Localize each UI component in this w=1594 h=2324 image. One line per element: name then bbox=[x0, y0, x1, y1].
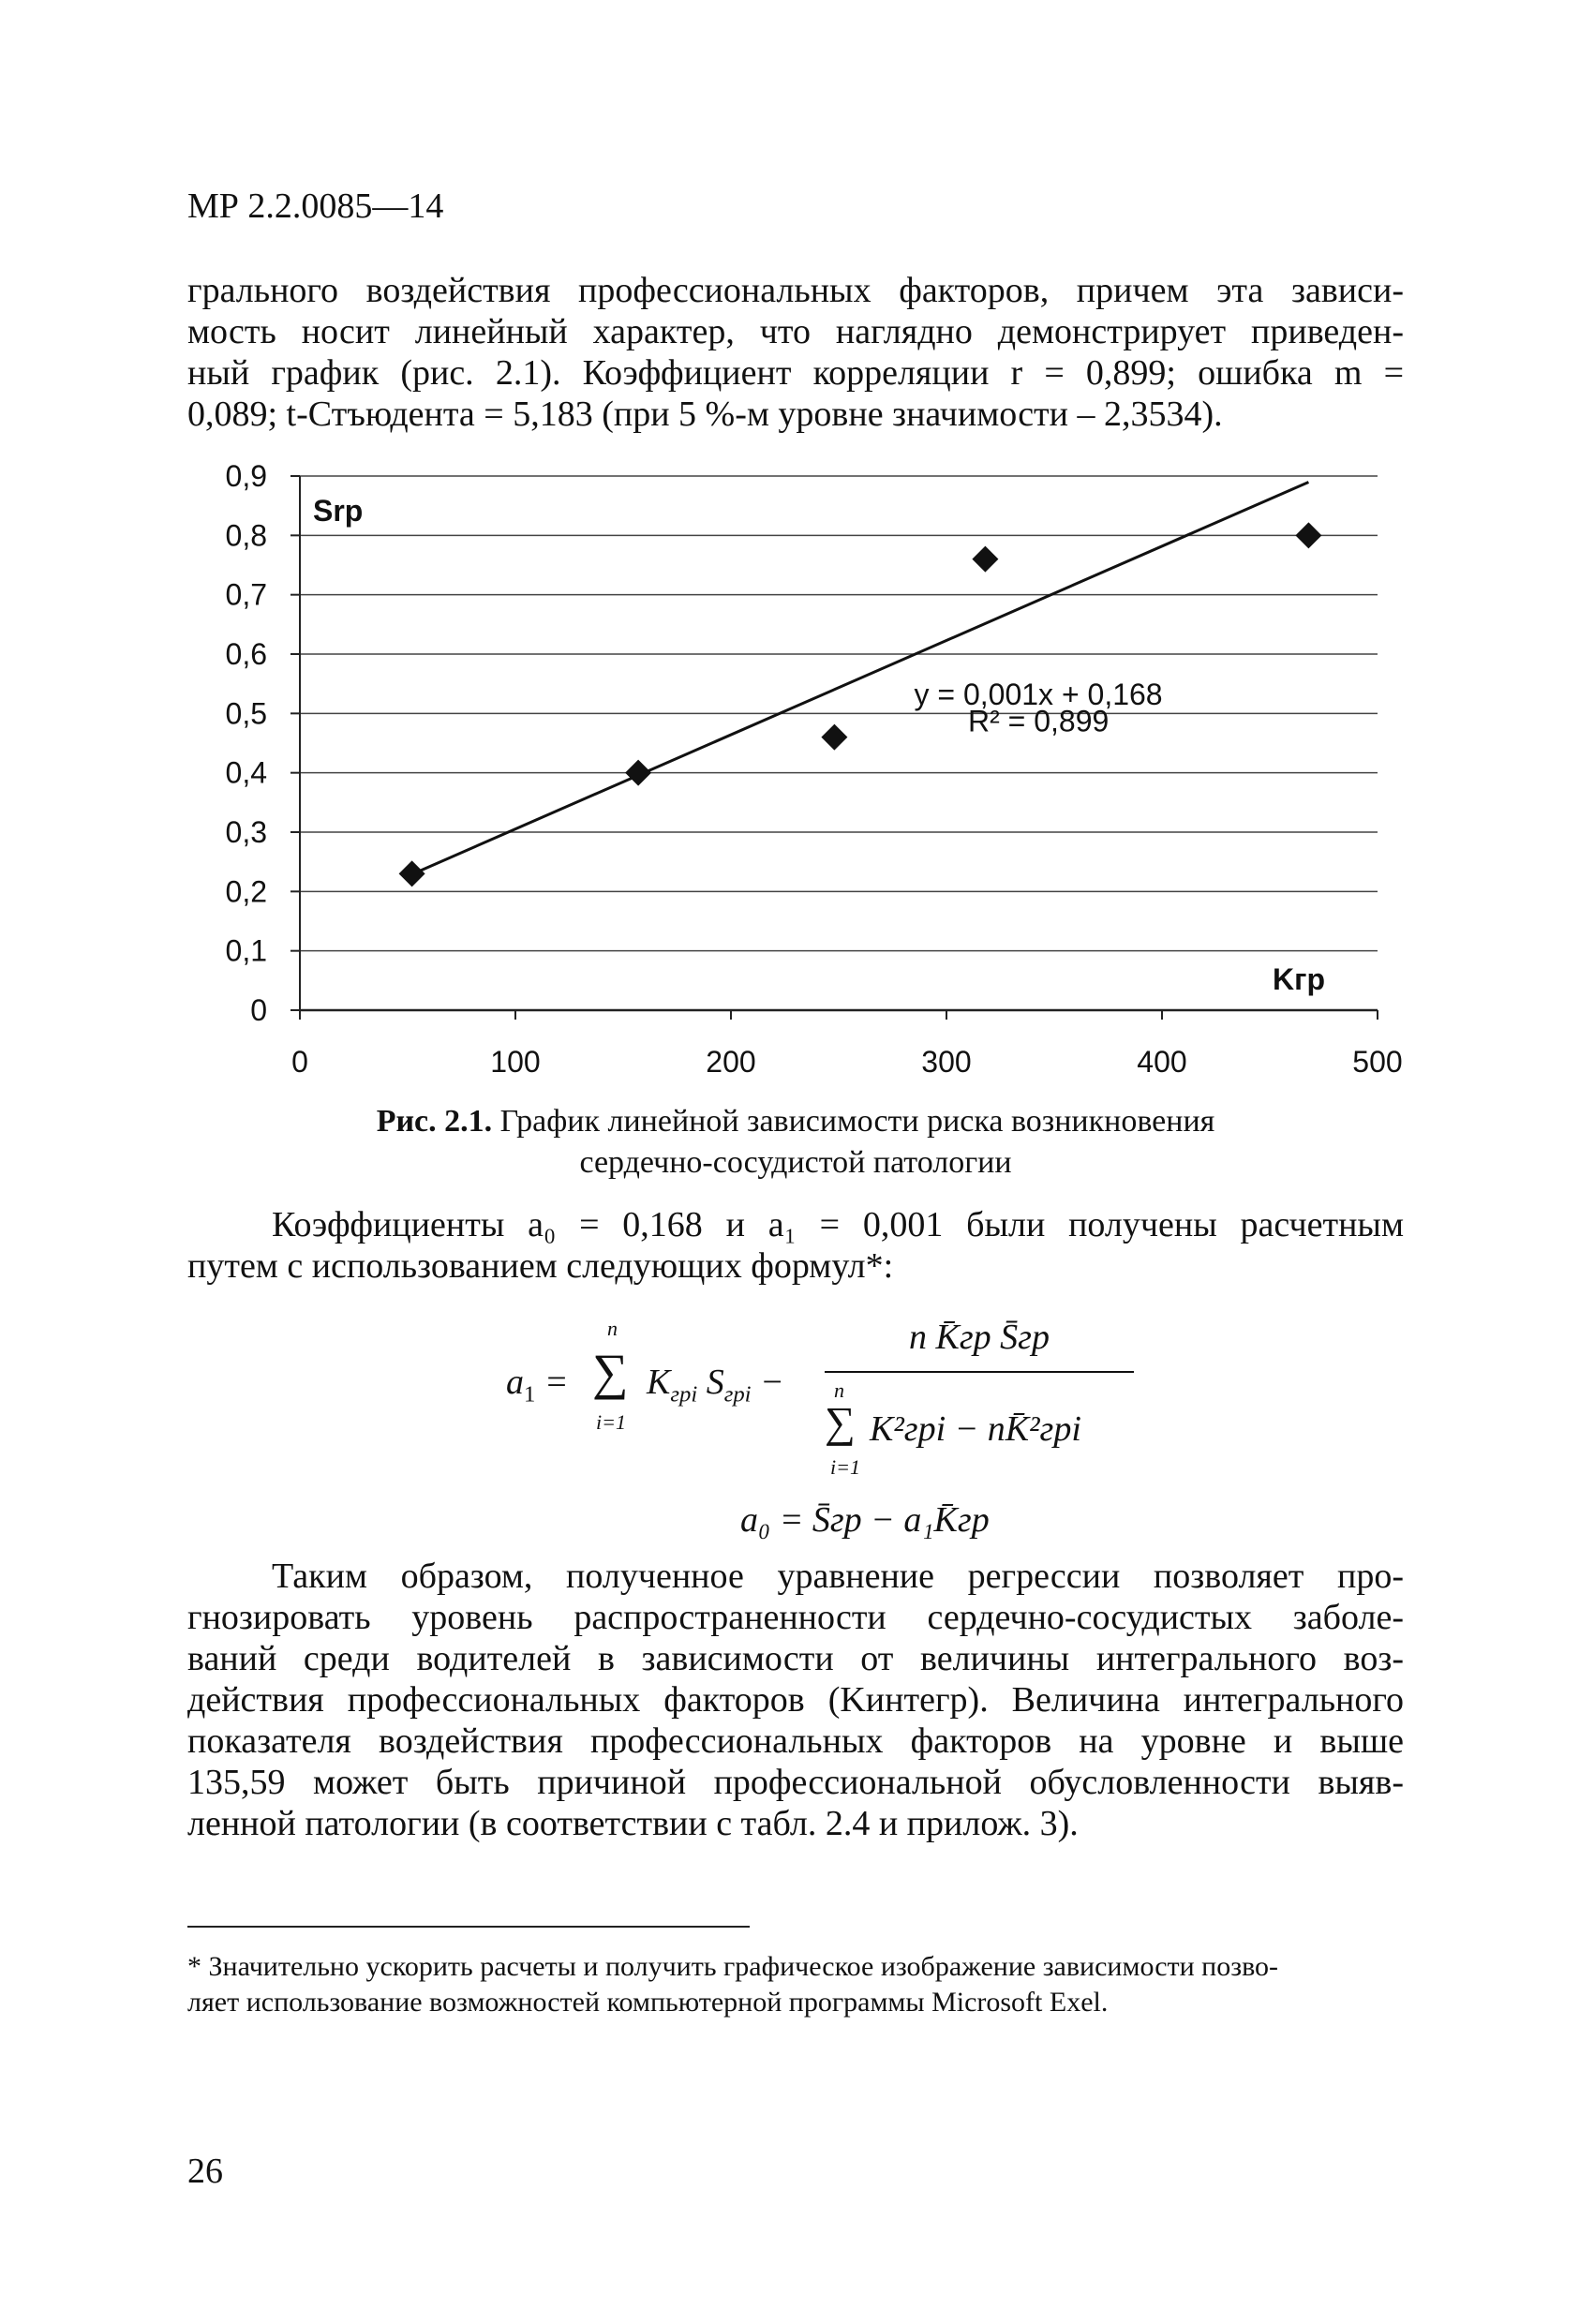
paragraph-coefficients bbox=[187, 1204, 1404, 1287]
y-tick-label: 0,1 bbox=[225, 933, 267, 968]
y-axis-label: Srp bbox=[313, 494, 364, 528]
paragraph-line: Таким образом, полученное уравнение регрессии позволяет про- bbox=[272, 1557, 1404, 1596]
footnote bbox=[187, 1949, 1404, 2020]
footnote-line: * Значительно ускорить расчеты и получить графическое изображение зависимости позво- bbox=[187, 1951, 1279, 1982]
formula-a1: $a_1$ = n ∑ i=1 $K_{грi}$ $S_{грi}$ − n K̄гр S̄гр n ∑ i=1 K²грi − nK̄²грi bbox=[506, 1317, 1162, 1495]
fraction-numerator: n K̄гр S̄гр bbox=[909, 1318, 1050, 1357]
x-tick-label: 300 bbox=[921, 1045, 972, 1079]
sum-upper-limit: n bbox=[607, 1317, 618, 1340]
paragraph-line: показателя воздействия профессиональных факторов на уровне и выше bbox=[187, 1721, 1404, 1761]
sum-upper-limit: n bbox=[834, 1378, 844, 1402]
page-number: 26 bbox=[187, 2152, 223, 2191]
data-point-diamond bbox=[399, 860, 425, 886]
footnote-divider bbox=[187, 1926, 750, 1928]
paragraph-line: ваний среди водителей в зависимости от величины интегрального воз- bbox=[187, 1639, 1404, 1678]
x-axis-label: Kгр bbox=[1273, 962, 1325, 996]
figure-caption bbox=[187, 1101, 1404, 1184]
caption-label: Рис. 2.1. bbox=[376, 1104, 493, 1139]
y-tick-label: 0,6 bbox=[225, 637, 267, 671]
x-tick-label: 0 bbox=[291, 1045, 308, 1079]
data-point-diamond bbox=[821, 724, 847, 751]
paragraph-line: 135,59 может быть причиной профессиональной обусловленности выяв- bbox=[187, 1763, 1404, 1802]
y-tick-label: 0,3 bbox=[225, 815, 267, 849]
y-tick-label: 0,2 bbox=[225, 874, 267, 909]
x-tick-label: 200 bbox=[706, 1045, 756, 1079]
y-tick-label: 0,4 bbox=[225, 755, 267, 790]
paragraph-line: мость носит линейный характер, что наглядно демонстрирует приведен- bbox=[187, 312, 1404, 351]
fraction-denominator: K²грi − nK̄²грi bbox=[870, 1409, 1081, 1449]
x-tick-label: 100 bbox=[490, 1045, 541, 1079]
paragraph-line: Коэффициенты a₀ = 0,168 и a₁ = 0,001 были получены расчетным bbox=[272, 1205, 1404, 1244]
paragraph-intro bbox=[187, 270, 1404, 435]
chart-grid bbox=[300, 476, 1378, 951]
paragraph-line: действия профессиональных факторов (Kинтегр). Величина интегрального bbox=[187, 1680, 1404, 1720]
sum-lower-limit: i=1 bbox=[596, 1410, 626, 1434]
paragraph-line: путем с использованием следующих формул*: bbox=[187, 1246, 894, 1286]
paragraph-line: гнозировать уровень распространенности сердечно-сосудистых заболе- bbox=[187, 1598, 1404, 1637]
paragraph-conclusion bbox=[187, 1556, 1404, 1844]
paragraph-line: грального воздействия профессиональных факторов, причем эта зависи- bbox=[187, 271, 1404, 310]
data-point-diamond bbox=[1295, 522, 1321, 548]
x-tick-label: 500 bbox=[1352, 1045, 1403, 1079]
fraction-bar bbox=[825, 1371, 1134, 1373]
y-tick-labels bbox=[226, 459, 267, 1027]
y-tick-label: 0,8 bbox=[225, 518, 267, 553]
y-tick-label: 0 bbox=[250, 993, 267, 1027]
caption-title: График линейной зависимости риска возникновения bbox=[492, 1104, 1215, 1139]
y-tick-label: 0,9 bbox=[225, 459, 267, 493]
caption-line2: сердечно-сосудистой патологии bbox=[579, 1145, 1012, 1180]
sum-sign: ∑ bbox=[592, 1344, 629, 1400]
data-point-diamond bbox=[972, 546, 998, 573]
paragraph-line: ленной патологии (в соответствии с табл. 2.4 и прилож. 3). bbox=[187, 1804, 1079, 1843]
y-tick-label: 0,7 bbox=[225, 577, 267, 612]
footnote-line: ляет использование возможностей компьютерной программы Microsoft Exel. bbox=[187, 1987, 1109, 2018]
paragraph-line: 0,089; t-Стъюдента = 5,183 (при 5 %-м уровне значимости – 2,3534). bbox=[187, 395, 1223, 434]
formula-a0: a₀ = S̄гр − a₁K̄гр bbox=[740, 1500, 990, 1540]
x-tick-labels bbox=[291, 1045, 1403, 1079]
regression-chart bbox=[187, 459, 1415, 1087]
paragraph-line: ный график (рис. 2.1). Коэффициент корреляции r = 0,899; ошибка m = bbox=[187, 353, 1404, 393]
x-tick-label: 400 bbox=[1137, 1045, 1187, 1079]
regression-equation: y = 0,001x + 0,168 bbox=[914, 677, 1163, 711]
trendline bbox=[412, 482, 1309, 873]
sum-sign: ∑ bbox=[825, 1398, 856, 1446]
y-tick-label: 0,5 bbox=[225, 696, 267, 731]
r-squared-label: R² = 0,899 bbox=[968, 704, 1110, 738]
data-point-diamond bbox=[625, 760, 651, 786]
sum-lower-limit: i=1 bbox=[830, 1455, 860, 1479]
document-code: МР 2.2.0085—14 bbox=[187, 186, 444, 226]
